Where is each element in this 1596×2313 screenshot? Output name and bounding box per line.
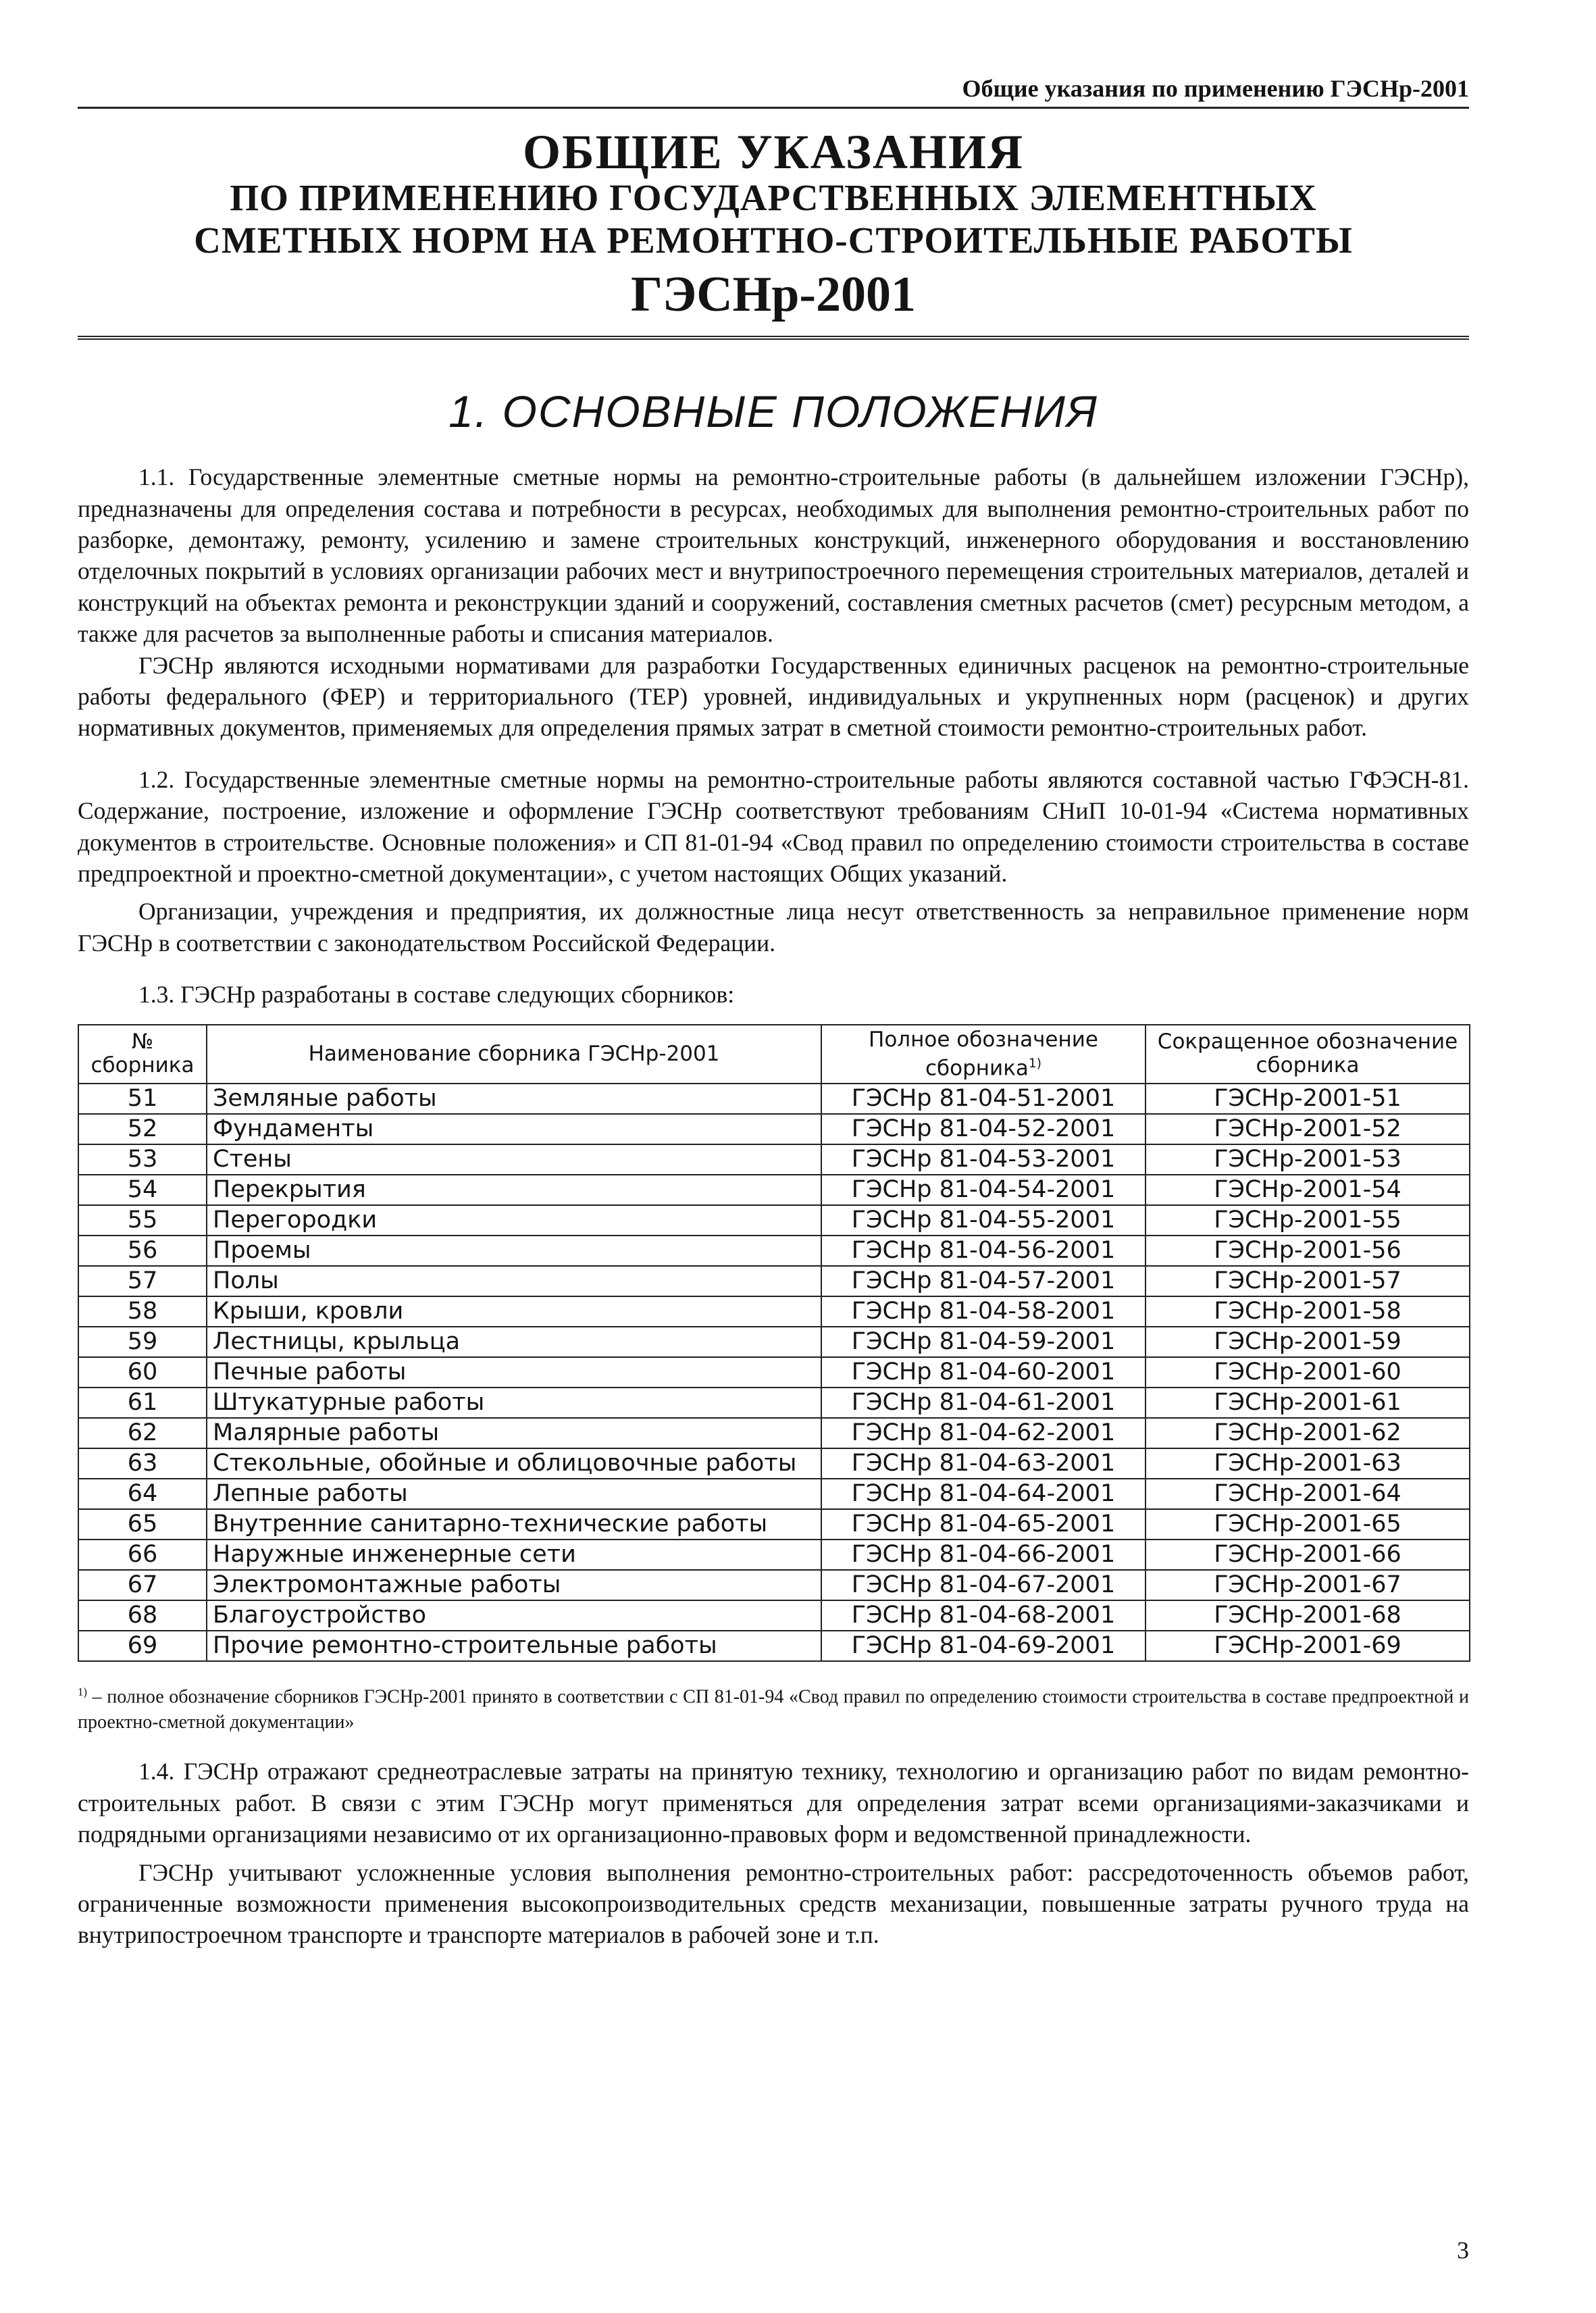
collection-name-cell: Наружные инженерные сети	[207, 1540, 821, 1570]
table-row	[78, 1479, 1470, 1509]
short-designation-cell: ГЭСНр-2001-58	[1145, 1296, 1470, 1327]
table-row	[78, 1114, 1470, 1144]
footnote-reference-mark: 1)	[1028, 1056, 1042, 1071]
table-row	[78, 1175, 1470, 1205]
collection-number-cell: 51	[78, 1084, 207, 1114]
collection-name-cell: Полы	[207, 1266, 821, 1296]
table-row	[78, 1418, 1470, 1448]
short-designation-cell: ГЭСНр-2001-54	[1145, 1175, 1470, 1205]
paragraph-1-1: 1.1. Государственные элементные сметные нормы на ремонтно-строительные работы (в дальнейшем изложении ГЭСНр), предназначены для определения состава и потребности в ресурсах, необходимых для выполнения ремонтно-строительных работ по разборке, демонтажу, ремонту, усилению и замене строительных конструкций, инженерного оборудования и восстановлению отделочных покрытий в условиях организации рабочих мест и внутрипостроечного перемещения строительных материалов, деталей и конструкций на объектах ремонта и реконструкции зданий и сооружений, составления сметных расчетов (смет) ресурсным методом, а также для расчетов за выполненные работы и списания материалов.	[78, 463, 1469, 648]
footnote-mark: 1)	[78, 1685, 87, 1699]
full-designation-cell: ГЭСНр 81-04-57-2001	[821, 1266, 1145, 1296]
table-row	[78, 1327, 1470, 1357]
full-designation-cell: ГЭСНр 81-04-62-2001	[821, 1418, 1145, 1448]
collection-number-cell: 63	[78, 1448, 207, 1479]
table-row	[78, 1570, 1470, 1600]
full-designation-cell: ГЭСНр 81-04-68-2001	[821, 1600, 1145, 1631]
document-page	[78, 74, 1469, 2264]
short-designation-cell: ГЭСНр-2001-55	[1145, 1205, 1470, 1236]
short-designation-cell: ГЭСНр-2001-57	[1145, 1266, 1470, 1296]
collection-name-cell: Лепные работы	[207, 1479, 821, 1509]
full-designation-cell: ГЭСНр 81-04-64-2001	[821, 1479, 1145, 1509]
collection-name-cell: Лестницы, крыльца	[207, 1327, 821, 1357]
collection-name-cell: Штукатурные работы	[207, 1388, 821, 1418]
table-row	[78, 1388, 1470, 1418]
collection-number-cell: 62	[78, 1418, 207, 1448]
column-header-full-text: Полное обозначение сборника	[869, 1027, 1098, 1081]
table-row	[78, 1448, 1470, 1479]
paragraph-1-1-continued: ГЭСНр являются исходными нормативами для разработки Государственных единичных расценок на ремонтно-строительные работы федерального (ФЕР) и территориального (ТЕР) уровней, индивидуальных и укрупненных норм (расценок) и других нормативных документов, применяемых для определения прямых затрат в сметной стоимости ремонтно-строительных работ.	[78, 651, 1469, 742]
collection-name-cell: Печные работы	[207, 1357, 821, 1388]
collection-number-cell: 59	[78, 1327, 207, 1357]
short-designation-cell: ГЭСНр-2001-66	[1145, 1540, 1470, 1570]
collection-number-cell: 56	[78, 1236, 207, 1266]
document-code-title: ГЭСНр-2001	[78, 269, 1469, 340]
collection-name-cell: Внутренние санитарно-технические работы	[207, 1509, 821, 1540]
table-body	[78, 1084, 1470, 1661]
short-designation-cell: ГЭСНр-2001-53	[1145, 1144, 1470, 1175]
table-row	[78, 1357, 1470, 1388]
full-designation-cell: ГЭСНр 81-04-69-2001	[821, 1631, 1145, 1661]
column-header-full-designation	[821, 1025, 1145, 1084]
collection-name-cell: Малярные работы	[207, 1418, 821, 1448]
full-designation-cell: ГЭСНр 81-04-52-2001	[821, 1114, 1145, 1144]
full-designation-cell: ГЭСНр 81-04-56-2001	[821, 1236, 1145, 1266]
collection-number-cell: 64	[78, 1479, 207, 1509]
collection-number-cell: 68	[78, 1600, 207, 1631]
table-row	[78, 1266, 1470, 1296]
table-row	[78, 1509, 1470, 1540]
full-designation-cell: ГЭСНр 81-04-66-2001	[821, 1540, 1145, 1570]
collection-name-cell: Стены	[207, 1144, 821, 1175]
short-designation-cell: ГЭСНр-2001-51	[1145, 1084, 1470, 1114]
collection-number-cell: 58	[78, 1296, 207, 1327]
running-head: Общие указания по применению ГЭСНр-2001	[78, 74, 1469, 109]
short-designation-cell: ГЭСНр-2001-60	[1145, 1357, 1470, 1388]
collection-number-cell: 55	[78, 1205, 207, 1236]
collections-table	[78, 1024, 1470, 1662]
collection-name-cell: Проемы	[207, 1236, 821, 1266]
collection-name-cell: Фундаменты	[207, 1114, 821, 1144]
paragraph-1-2: 1.2. Государственные элементные сметные нормы на ремонтно-строительные работы являются составной частью ГФЭСН-81. Содержание, построение, изложение и оформление ГЭСНр соответствуют требованиям СНиП 10-01-94 «Система нормативных документов в строительстве. Основные положения» и СП 81-01-94 «Свод правил по определению стоимости строительства в составе предпроектной и проектно-сметной документации», с учетом настоящих Общих указаний.	[78, 765, 1469, 888]
document-title: ОБЩИЕ УКАЗАНИЯ	[523, 125, 1024, 179]
collection-number-cell: 60	[78, 1357, 207, 1388]
table-row	[78, 1600, 1470, 1631]
table-row	[78, 1296, 1470, 1327]
collection-name-cell: Перегородки	[207, 1205, 821, 1236]
short-designation-cell: ГЭСНр-2001-63	[1145, 1448, 1470, 1479]
collection-name-cell: Земляные работы	[207, 1084, 821, 1114]
column-header-number: № сборника	[78, 1025, 207, 1084]
document-subtitle-line-1: ПО ПРИМЕНЕНИЮ ГОСУДАРСТВЕННЫХ ЭЛЕМЕНТНЫХ	[230, 177, 1317, 218]
collection-number-cell: 61	[78, 1388, 207, 1418]
paragraph-1-2-continued: Организации, учреждения и предприятия, их должностные лица несут ответственность за неправильное применение норм ГЭСНр в соответствии с законодательством Российской Федерации.	[78, 898, 1469, 957]
collection-number-cell: 67	[78, 1570, 207, 1600]
short-designation-cell: ГЭСНр-2001-64	[1145, 1479, 1470, 1509]
footnote	[78, 1679, 1469, 1735]
document-subtitle-line-2: СМЕТНЫХ НОРМ НА РЕМОНТНО-СТРОИТЕЛЬНЫЕ РАБОТЫ	[194, 220, 1353, 261]
short-designation-cell: ГЭСНр-2001-62	[1145, 1418, 1470, 1448]
short-designation-cell: ГЭСНр-2001-59	[1145, 1327, 1470, 1357]
full-designation-cell: ГЭСНр 81-04-53-2001	[821, 1144, 1145, 1175]
short-designation-cell: ГЭСНр-2001-52	[1145, 1114, 1470, 1144]
short-designation-cell: ГЭСНр-2001-56	[1145, 1236, 1470, 1266]
full-designation-cell: ГЭСНр 81-04-58-2001	[821, 1296, 1145, 1327]
collection-name-cell: Благоустройство	[207, 1600, 821, 1631]
collection-name-cell: Крыши, кровли	[207, 1296, 821, 1327]
short-designation-cell: ГЭСНр-2001-68	[1145, 1600, 1470, 1631]
short-designation-cell: ГЭСНр-2001-69	[1145, 1631, 1470, 1661]
table-row	[78, 1144, 1470, 1175]
table-row	[78, 1540, 1470, 1570]
collection-number-cell: 54	[78, 1175, 207, 1205]
collection-number-cell: 65	[78, 1509, 207, 1540]
full-designation-cell: ГЭСНр 81-04-55-2001	[821, 1205, 1145, 1236]
full-designation-cell: ГЭСНр 81-04-60-2001	[821, 1357, 1145, 1388]
short-designation-cell: ГЭСНр-2001-65	[1145, 1509, 1470, 1540]
collection-number-cell: 66	[78, 1540, 207, 1570]
collection-name-cell: Прочие ремонтно-строительные работы	[207, 1631, 821, 1661]
table-row	[78, 1084, 1470, 1114]
full-designation-cell: ГЭСНр 81-04-67-2001	[821, 1570, 1145, 1600]
full-designation-cell: ГЭСНр 81-04-61-2001	[821, 1388, 1145, 1418]
full-designation-cell: ГЭСНр 81-04-59-2001	[821, 1327, 1145, 1357]
column-header-short-designation: Сокращенное обозначение сборника	[1145, 1025, 1470, 1084]
table-row	[78, 1236, 1470, 1266]
collection-number-cell: 52	[78, 1114, 207, 1144]
column-header-name: Наименование сборника ГЭСНр-2001	[207, 1025, 821, 1084]
paragraph-1-4: 1.4. ГЭСНр отражают среднеотраслевые затраты на принятую технику, технологию и организацию работ по видам ремонтно-строительных работ. В связи с этим ГЭСНр могут применяться для определения затрат всеми организациями-заказчиками и подрядными организациями независимо от их организационно-правовых форм и ведомственной принадлежности.	[78, 1758, 1469, 1848]
table-header-row	[78, 1025, 1470, 1084]
collection-number-cell: 69	[78, 1631, 207, 1661]
footnote-text: – полное обозначение сборников ГЭСНр-2001 принято в соответствии с СП 81-01-94 «Свод правил по определению стоимости строительства в составе предпроектной и проектно-сметной документации»	[78, 1686, 1469, 1733]
collection-name-cell: Электромонтажные работы	[207, 1570, 821, 1600]
full-designation-cell: ГЭСНр 81-04-63-2001	[821, 1448, 1145, 1479]
paragraph-1-3: 1.3. ГЭСНр разработаны в составе следующих сборников:	[138, 981, 735, 1009]
full-designation-cell: ГЭСНр 81-04-54-2001	[821, 1175, 1145, 1205]
collection-name-cell: Стекольные, обойные и облицовочные работы	[207, 1448, 821, 1479]
page-number: 3	[1457, 2237, 1469, 2264]
full-designation-cell: ГЭСНр 81-04-65-2001	[821, 1509, 1145, 1540]
full-designation-cell: ГЭСНр 81-04-51-2001	[821, 1084, 1145, 1114]
paragraph-1-4-continued: ГЭСНр учитывают усложненные условия выполнения ремонтно-строительных работ: рассредоточенность объемов работ, ограниченные возможности применения высокопроизводительных средств механизации, повышенные затраты ручного труда на внутрипостроечном транспорте и транспорте материалов в рабочей зоне и т.п.	[78, 1858, 1469, 1949]
section-heading: 1. ОСНОВНЫЕ ПОЛОЖЕНИЯ	[448, 386, 1098, 437]
table-row	[78, 1205, 1470, 1236]
collection-name-cell: Перекрытия	[207, 1175, 821, 1205]
collection-number-cell: 57	[78, 1266, 207, 1296]
collection-number-cell: 53	[78, 1144, 207, 1175]
short-designation-cell: ГЭСНр-2001-67	[1145, 1570, 1470, 1600]
table-row	[78, 1631, 1470, 1661]
short-designation-cell: ГЭСНр-2001-61	[1145, 1388, 1470, 1418]
